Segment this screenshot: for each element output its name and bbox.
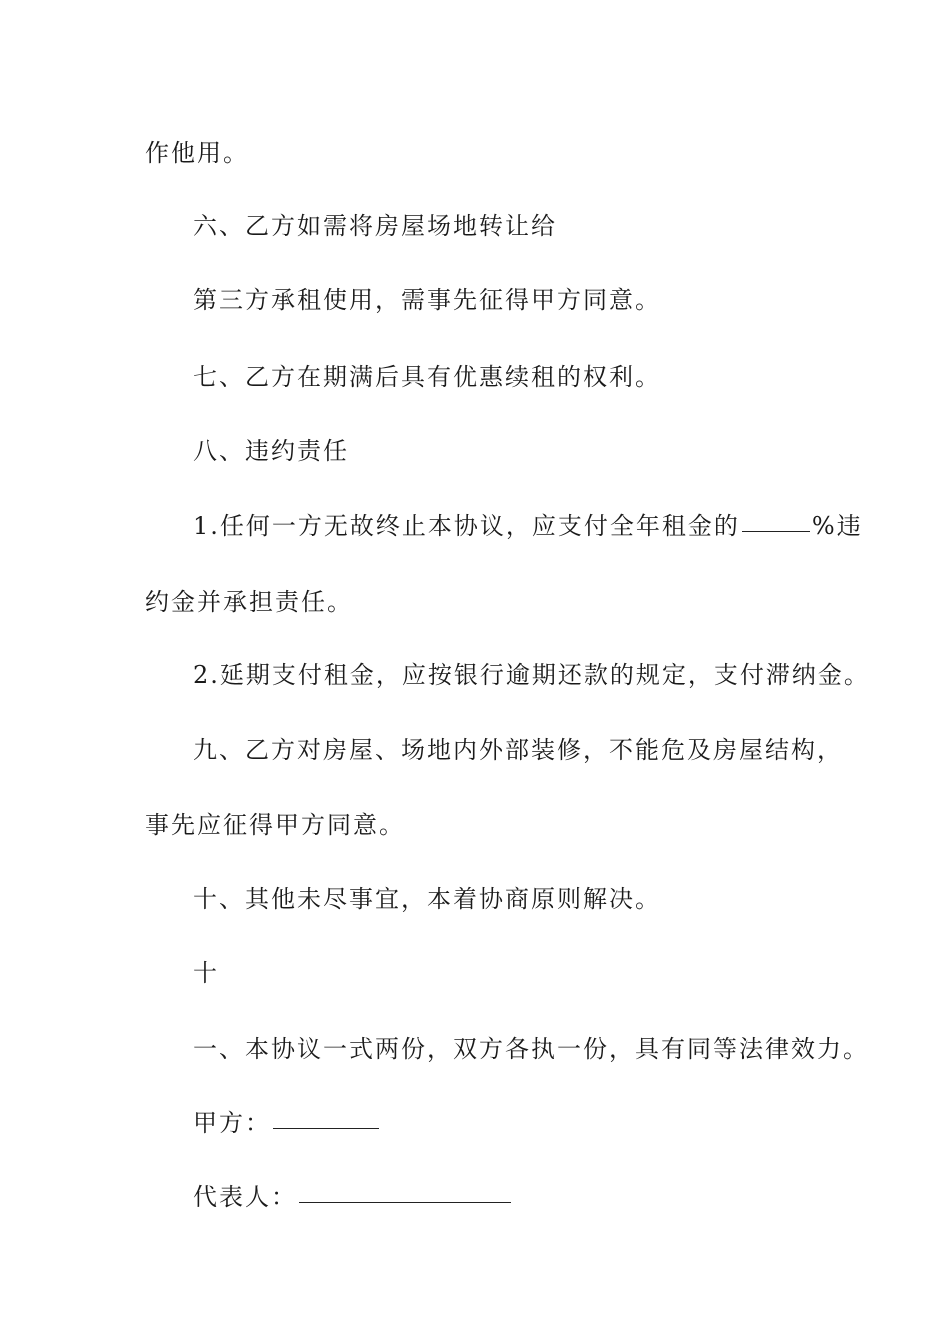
line-text: 十 (193, 959, 219, 987)
section-heading-eight (193, 436, 349, 466)
representative-blank[interactable] (299, 1201, 511, 1203)
section-heading-eleven (193, 1034, 869, 1064)
line-text: 六、乙方如需将房屋场地转让给 (193, 212, 557, 240)
line-text: 八、违约责任 (193, 437, 349, 465)
line-text: 十、其他未尽事宜，本着协商原则解决。 (193, 885, 661, 913)
line-text: 七、乙方在期满后具有优惠续租的权利。 (193, 363, 661, 391)
line-text: 九、乙方对房屋、场地内外部装修，不能危及房屋结构， (193, 736, 843, 764)
line-text: 事先应征得甲方同意。 (145, 811, 405, 839)
line-text: 第三方承租使用，需事先征得甲方同意。 (193, 286, 661, 314)
party-a-blank[interactable] (273, 1127, 379, 1129)
line-text: 一、本协议一式两份，双方各执一份，具有同等法律效力。 (193, 1035, 869, 1063)
party-a-signature-line (193, 1108, 381, 1138)
line-text: %违 (811, 512, 863, 540)
representative-signature-line (193, 1182, 513, 1212)
party-a-label: 甲方： (193, 1109, 271, 1137)
clause-line (193, 511, 863, 541)
section-heading-six (193, 211, 557, 241)
line-text: 作他用。 (145, 139, 249, 167)
line-text: 约金并承担责任。 (145, 588, 353, 616)
paragraph-line (145, 138, 249, 168)
paragraph-line (193, 285, 661, 315)
line-text: 1.任何一方无故终止本协议，应支付全年租金的 (193, 512, 740, 540)
section-heading-seven (193, 362, 661, 392)
clause-line (193, 660, 870, 690)
paragraph-line (145, 587, 353, 617)
section-heading-eleven-part (193, 958, 219, 988)
representative-label: 代表人： (193, 1183, 297, 1211)
section-heading-ten (193, 884, 661, 914)
section-heading-nine (193, 735, 843, 765)
line-text: 2.延期支付租金，应按银行逾期还款的规定，支付滞纳金。 (193, 661, 870, 689)
paragraph-line (145, 810, 405, 840)
fill-in-blank[interactable] (742, 530, 810, 532)
